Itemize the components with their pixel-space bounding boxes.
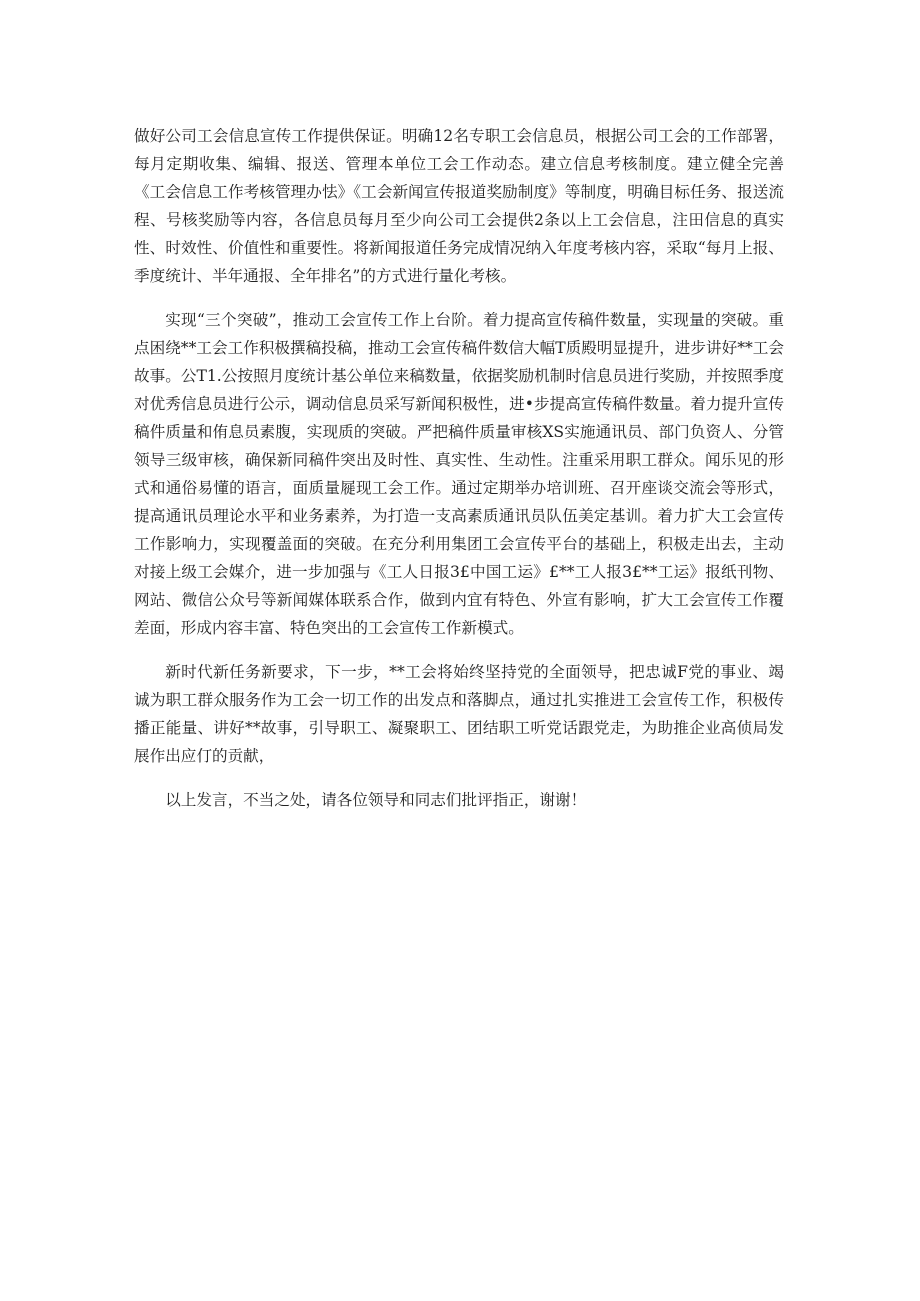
paragraph-2: 实现“三个突破”，推动工会宣传工作上台阶。着力提高宣传稿件数量，实现量的突破。重点困绕**工会工作积极撰稿投稿，推动工会宣传稿件数信大幅T质殿明显提升，进步讲好**工会故事。公T1.公按照月度统计基公单位来稿数量，依据奖励机制时信息员进行奖励，并按照季度对优秀信息员进行公示，调动信息员采写新闻积极性，进•步提高宣传稿件数量。着力提升宣传稿件质量和侑息员素腹，实现质的突破。严把稿件质量审核XS实施通讯员、部门负资人、分管领导三级审核，确保新同稿件突出及时性、真实性、生动性。注重采用职工群众。闻乐见的形式和通俗易懂的语言，面质量屣现工会工作。通过定期举办培训班、召开座谈交流会等形式，提高通讯员理论水平和业务素养，为打造一支高素质通讯员队伍美定基训。着力扩大工会宣传工作影响力，实现覆盖面的突破。在充分利用集团工会宣传平台的基础上，积极走出去，主动对接上级工会媒介，进一步加强与《工人日报3£中国工运》£**工人报3£**工运》报纸刊物、网站、微信公众号等新闻媒体联系合作，做到内宜有特色、外宣有影响，扩大工会宣传工作覆差面，形成内容丰富、特色突出的工会宣传工作新模式。 (134, 311, 784, 637)
paragraph-1: 做好公司工会信息宣传工作提供保证。明确12名专职工会信息员，根据公司工会的工作部署，每月定期收集、编辑、报送、管理本单位工会工作动态。建立信息考核制度。建立健全完善《工会信息工作考核管理办怯》《工会新闻宣传报道奖励制度》等制度，明确目标任务、报送流程、号核奖励等内容，各信息员每月至少向公司工会提供2条以上工会信息，注田信息的真实性、时效性、价值性和重要性。将新闻报道任务完成情况纳入年度考核内容，采取“每月上报、季度统计、半年通报、全年排名”的方式进行量化考核。 (134, 127, 784, 285)
paragraph-4: 以上发言，不当之处，请各位领导和同志们批评指正，谢谢！ (165, 791, 587, 809)
paragraph-3: 新时代新任务新要求，下一步，**工会将始终坚持党的全面领导，把忠诚F党的事业、竭诚为职工群众服务作为工会一切工作的出发点和落脚点，通过扎实推进工会宣传工作，积极传播正能量、讲好**故事，引导职工、凝聚职工、团结职工听党话跟党走，为助推企业高侦局发展作出应仃的贡献， (134, 663, 784, 765)
document-body (134, 122, 784, 830)
